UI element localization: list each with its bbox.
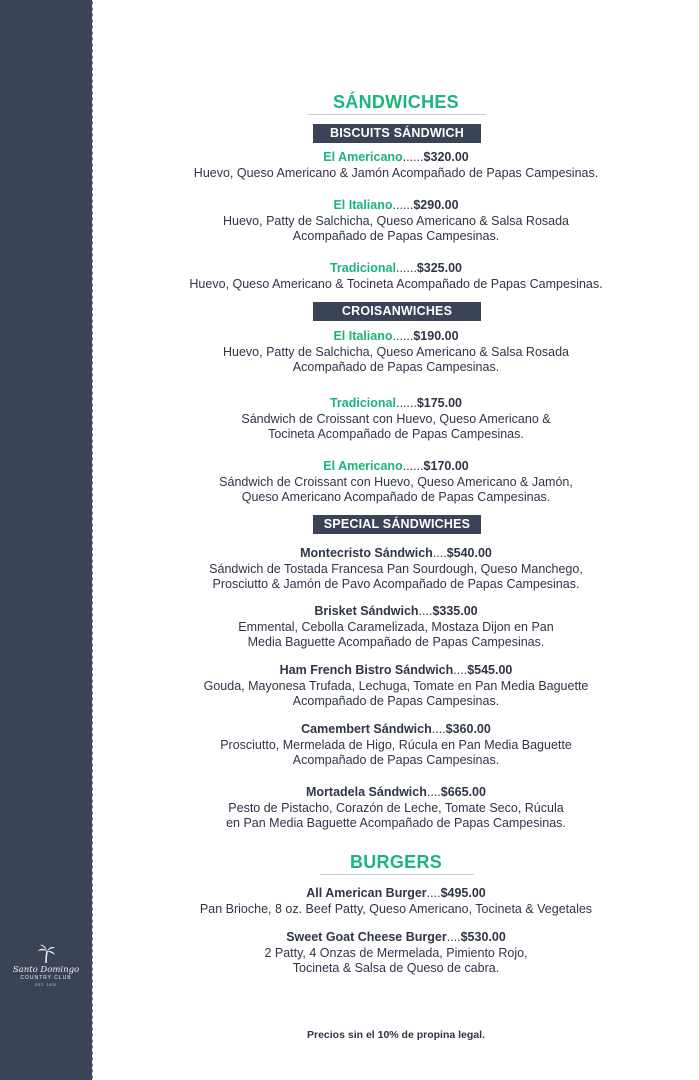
- logo-club-text: COUNTRY CLUB: [20, 975, 72, 981]
- item-price: $530.00: [460, 930, 506, 944]
- item-dots: ......: [402, 459, 424, 473]
- menu-item: [150, 198, 642, 245]
- item-name: Mortadela Sándwich: [306, 785, 427, 799]
- item-name: El Americano: [323, 459, 403, 473]
- item-description: Acompañado de Papas Campesinas.: [292, 229, 500, 243]
- item-dots: ......: [395, 396, 417, 410]
- item-price: $545.00: [467, 663, 513, 677]
- item-dots: ....: [446, 930, 461, 944]
- item-name: Tradicional: [329, 396, 396, 410]
- menu-item: [150, 663, 642, 710]
- item-price: $360.00: [445, 722, 491, 736]
- menu-item: [150, 604, 642, 651]
- item-description: Huevo, Queso Americano & Jamón Acompañado de Papas Campesinas.: [193, 165, 599, 180]
- item-name: El Italiano: [333, 329, 393, 343]
- item-description: Tocineta & Salsa de Queso de cabra.: [292, 961, 500, 975]
- item-description: Emmental, Cebolla Caramelizada, Mostaza Dijon en Pan: [238, 619, 554, 634]
- item-description: Prosciutto, Mermelada de Higo, Rúcula en Pan Media Baguette: [220, 737, 572, 752]
- tip-disclaimer: Precios sin el 10% de propina legal.: [307, 1029, 485, 1041]
- item-name: All American Burger: [306, 886, 427, 900]
- item-description: 2 Patty, 4 Onzas de Mermelada, Pimiento Rojo,: [264, 945, 528, 960]
- item-dots: ......: [392, 329, 414, 343]
- item-dots: ......: [392, 198, 414, 212]
- item-description: Acompañado de Papas Campesinas.: [292, 753, 500, 767]
- item-price: $320.00: [423, 150, 469, 164]
- sidebar-band: [0, 0, 92, 1080]
- item-dots: ....: [426, 886, 441, 900]
- item-name: Camembert Sándwich: [301, 722, 432, 736]
- menu-item: [150, 785, 642, 832]
- item-price: $665.00: [440, 785, 486, 799]
- item-price: $290.00: [413, 198, 459, 212]
- menu-item: [150, 546, 642, 593]
- item-name: El Americano: [323, 150, 403, 164]
- subsection-croisanwiches: CROISANWICHES: [313, 302, 481, 321]
- item-description: Queso Americano Acompañado de Papas Campesinas.: [241, 490, 551, 504]
- item-description: en Pan Media Baguette Acompañado de Papas Campesinas.: [226, 816, 566, 830]
- item-name: Tradicional: [329, 261, 396, 275]
- item-dots: ......: [402, 150, 424, 164]
- scalloped-edge: [90, 0, 96, 1080]
- item-dots: ....: [453, 663, 468, 677]
- item-description: Prosciutto & Jamón de Pavo Acompañado de Papas Campesinas.: [212, 577, 580, 591]
- item-description: Huevo, Patty de Salchicha, Queso Americano & Salsa Rosada: [222, 213, 570, 228]
- item-dots: ....: [431, 722, 446, 736]
- logo-script-text: Santo Domingo: [12, 965, 80, 975]
- logo-est-text: EST. 1920: [35, 983, 57, 987]
- item-name: Montecristo Sándwich: [300, 546, 433, 560]
- item-dots: ....: [426, 785, 441, 799]
- menu-item: [150, 722, 642, 769]
- item-price: $170.00: [423, 459, 469, 473]
- item-price: $495.00: [440, 886, 486, 900]
- item-description: Gouda, Mayonesa Trufada, Lechuga, Tomate en Pan Media Baguette: [203, 678, 589, 693]
- subsection-special: SPECIAL SÁNDWICHES: [313, 515, 481, 534]
- menu-item: [150, 150, 642, 181]
- item-description: Sándwich de Croissant con Huevo, Queso Americano &: [241, 411, 551, 426]
- item-description: Sándwich de Croissant con Huevo, Queso Americano & Jamón,: [219, 474, 573, 489]
- item-description: Huevo, Patty de Salchicha, Queso Americano & Salsa Rosada: [222, 344, 570, 359]
- item-description: Acompañado de Papas Campesinas.: [292, 360, 500, 374]
- item-description: Huevo, Queso Americano & Tocineta Acompañado de Papas Campesinas.: [189, 276, 603, 291]
- menu-item: [150, 459, 642, 506]
- menu-item: [150, 329, 642, 376]
- palm-tree-icon: [35, 942, 57, 964]
- item-dots: ....: [432, 546, 447, 560]
- item-description: Pan Brioche, 8 oz. Beef Patty, Queso Americano, Tocineta & Vegetales: [199, 901, 593, 916]
- item-dots: ......: [395, 261, 417, 275]
- section-title-burgers: BURGERS: [349, 852, 443, 872]
- title-underline: [320, 874, 474, 875]
- menu-item: [150, 886, 642, 917]
- item-name: Sweet Goat Cheese Burger: [286, 930, 447, 944]
- item-price: $540.00: [446, 546, 492, 560]
- subsection-biscuits: BISCUITS SÁNDWICH: [313, 124, 481, 143]
- item-price: $190.00: [413, 329, 459, 343]
- item-description: Tocineta Acompañado de Papas Campesinas.: [268, 427, 524, 441]
- item-price: $335.00: [432, 604, 478, 618]
- menu-item: [150, 396, 642, 443]
- item-name: Brisket Sándwich: [314, 604, 419, 618]
- item-description: Media Baguette Acompañado de Papas Campesinas.: [247, 635, 545, 649]
- menu-item: [150, 261, 642, 292]
- item-price: $175.00: [416, 396, 463, 410]
- item-price: $325.00: [416, 261, 463, 275]
- club-logo: [0, 942, 92, 988]
- item-dots: ....: [418, 604, 433, 618]
- menu-item: [150, 930, 642, 977]
- title-underline: [308, 114, 486, 115]
- item-name: Ham French Bistro Sándwich: [279, 663, 454, 677]
- section-title-sandwiches: SÁNDWICHES: [332, 92, 459, 112]
- item-description: Sándwich de Tostada Francesa Pan Sourdough, Queso Manchego,: [209, 561, 583, 576]
- item-description: Acompañado de Papas Campesinas.: [292, 694, 500, 708]
- item-name: El Italiano: [333, 198, 393, 212]
- item-description: Pesto de Pistacho, Corazón de Leche, Tomate Seco, Rúcula: [228, 800, 564, 815]
